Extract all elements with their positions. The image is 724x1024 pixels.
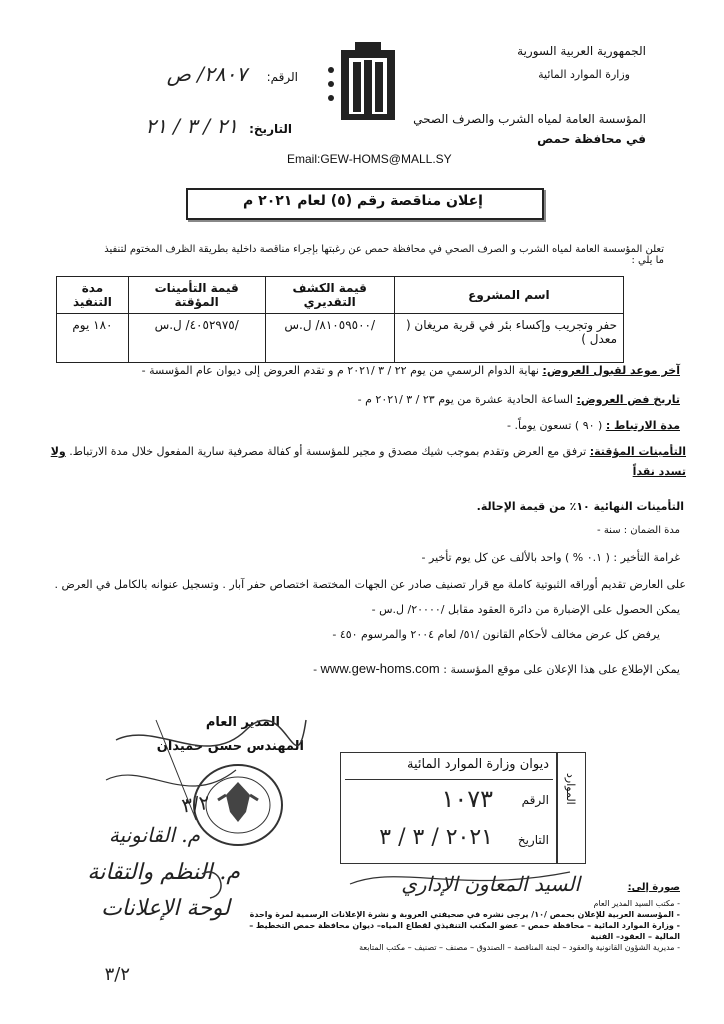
final-guarantee: التأمينات النهائية ١٠٪ من قيمة الإحالة. bbox=[476, 500, 684, 513]
table-header-estimate: قيمة الكشف التقديري bbox=[265, 277, 394, 314]
copy-line-1: مكتب السيد المدير العام bbox=[593, 899, 675, 908]
opening-label: تاريخ فض العروض: bbox=[576, 393, 680, 406]
penalty-line: غرامة التأخير : ( ٠.١ % ) واحد بالألف عن كل يوم تأخير - bbox=[421, 551, 680, 564]
warranty-text: مدة الضمان : سنة bbox=[603, 525, 680, 536]
rejection-line: يرفض كل عرض مخالف لأحكام القانون /٥١/ لعام ٢٠٠٤ والمرسوم ٤٥٠ - bbox=[332, 628, 660, 641]
list-item: - مديرية الشؤون القانونية والعقود – لجنة المناقصة – الصندوق – مصنف – تصنيف – مكتب المتابعة bbox=[359, 943, 680, 952]
stamp-number-label: الرقم bbox=[521, 793, 549, 807]
temp-guarantee-emph: ولا تسدد نقداً bbox=[50, 445, 686, 478]
temp-guarantee-text: ترفق مع العرض وتقدم بموجب شيك مصدق و مجير للمؤسسة أو كفالة مصرفية سارية المفعول خلال مدة الارتباط. bbox=[69, 445, 587, 458]
list-item: - وزارة الموارد المائية – محافظة حمص – عضو المكتب التنفيذي لقطاع المياه– ديوان محافظة حمص التخطيط – المالية – العقود– الفنية bbox=[249, 921, 680, 941]
requirements-text: على العارض تقديم أوراقه الثبوتية كاملة مع قرار تصنيف صادر عن الجهات المختصة اختصاص حفر آبار . وتسجيل عنوانه بالكامل في العرض . bbox=[54, 578, 686, 591]
website-url[interactable]: www.gew-homs.com bbox=[320, 661, 440, 676]
copy-line-4: مديرية الشؤون القانونية والعقود – لجنة المناقصة – الصندوق – مصنف – تصنيف – مكتب المتابعة bbox=[359, 943, 675, 952]
opening-text: الساعة الحادية عشرة من يوم ٢٣ / ٣ /٢٠٢١ م bbox=[365, 393, 573, 406]
stamp-title: ديوان وزارة الموارد المائية bbox=[407, 757, 549, 772]
stamp-number-value: ١٠٧٣ bbox=[441, 785, 493, 813]
country-name: الجمهورية العربية السورية bbox=[517, 44, 646, 58]
page-title: إعلان مناقصة رقم (٥) لعام ٢٠٢١ م bbox=[243, 193, 483, 209]
email-address: Email:GEW-HOMS@MALL.SY bbox=[287, 152, 452, 166]
governorate-name: في محافظة حمص bbox=[537, 132, 646, 146]
table-header-project: اسم المشروع bbox=[394, 277, 623, 314]
table-cell-project: حفر وتجريب وإكساء بئر في قرية مريغان ( معدل ) bbox=[394, 314, 623, 363]
ministry-name: وزارة الموارد المائية bbox=[538, 68, 630, 81]
intro-text: تعلن المؤسسة العامة لمياه الشرب و الصرف الصحي في محافظة حمص عن رغبتها بإجراء مناقصة داخلية بطريقة الظرف المختوم لتنفيذ ما يلي : bbox=[104, 244, 664, 266]
stamp-date-label: التاريخ bbox=[517, 833, 549, 847]
list-item: - المؤسسة العربية للإعلان بحمص /١٠/ يرجى نشره في صحيفتي العروبة و نشرة الإعلانات الرسمية لمرة واحدة bbox=[249, 910, 680, 919]
rejection-text: يرفض كل عرض مخالف لأحكام القانون /٥١/ لعام ٢٠٠٤ والمرسوم ٤٥٠ bbox=[339, 628, 660, 641]
table-cell-estimate: /٨١٠٥٩٥٠٠/ ل.س bbox=[265, 314, 394, 363]
warranty-line: مدة الضمان : سنة - bbox=[597, 525, 680, 536]
stamp-date-value: ٢٠٢١ / ٣ / ٣ bbox=[379, 825, 493, 850]
list-item: - مكتب السيد المدير العام bbox=[593, 899, 680, 908]
handwritten-initials-1: ٣/٢ bbox=[180, 789, 212, 818]
table-header-temp-guarantee: قيمة التأمينات المؤقتة bbox=[128, 277, 265, 314]
date-value-handwritten: ٢١ / ٣ / ٢١ bbox=[145, 114, 238, 138]
temp-guarantee-label: التأمينات المؤقتة: bbox=[589, 445, 686, 458]
handwritten-note-admin: السيد المعاون الإداري bbox=[401, 872, 580, 896]
website-line: يمكن الإطلاع على هذا الإعلان على موقع المؤسسة : www.gew-homs.com - bbox=[313, 661, 680, 676]
penalty-text: غرامة التأخير : ( ٠.١ % ) واحد بالألف عن كل يوم تأخير bbox=[429, 551, 680, 564]
handwritten-initials-2: ٣/٢ bbox=[104, 964, 130, 985]
booklet-text: يمكن الحصول على الإضبارة من دائرة العقود مقابل /٢٠٠٠٠/ ل.س bbox=[379, 603, 680, 616]
table-cell-temp-guarantee: /٤٠٥٢٩٧٥/ ل.س bbox=[128, 314, 265, 363]
deadline-text: نهاية الدوام الرسمي من يوم ٢٢ / ٣ /٢٠٢١ م و تقدم العروض إلى ديوان عام المؤسسة bbox=[149, 364, 539, 377]
deadline-label: آخر موعد لقبول العروض: bbox=[542, 364, 680, 377]
date-label: التاريخ: bbox=[249, 122, 292, 136]
handwritten-note-systems: م. النظم والتقانة bbox=[87, 860, 240, 885]
opening-line: تاريخ فض العروض: الساعة الحادية عشرة من يوم ٢٣ / ٣ /٢٠٢١ م - bbox=[357, 393, 680, 406]
registry-stamp bbox=[340, 752, 558, 864]
validity-line: مدة الارتباط : ( ٩٠ ) تسعون يوماً. - bbox=[506, 419, 680, 432]
copy-line-2: المؤسسة العربية للإعلان بحمص /١٠/ يرجى نشره في صحيفتي العروبة و نشرة الإعلانات الرسمية لمرة واحدة bbox=[249, 910, 674, 919]
table-header-row bbox=[57, 277, 624, 314]
stamp-side-label: الموارد bbox=[564, 773, 577, 805]
temp-guarantee-line bbox=[40, 442, 686, 482]
number-value-handwritten: ٢٨٠٧/ ص bbox=[166, 62, 247, 86]
booklet-line: يمكن الحصول على الإضبارة من دائرة العقود مقابل /٢٠٠٠٠/ ل.س - bbox=[371, 603, 680, 616]
copies-list bbox=[230, 898, 680, 953]
signature-name: المهندس حسن حميدان bbox=[156, 739, 304, 754]
handwritten-strokes bbox=[200, 854, 580, 904]
signature-role: المدير العام bbox=[205, 715, 280, 730]
institution-name: المؤسسة العامة لمياه الشرب والصرف الصحي bbox=[413, 112, 646, 126]
table-row bbox=[57, 314, 624, 363]
number-label: الرقم: bbox=[266, 70, 298, 84]
copies-label: صورة إلى: bbox=[627, 882, 680, 893]
handwritten-note-board: لوحة الإعلانات bbox=[101, 896, 230, 921]
handwritten-note-legal: م. القانونية bbox=[108, 823, 200, 847]
validity-text: ( ٩٠ ) تسعون يوماً. bbox=[514, 419, 603, 432]
stamp-side-box bbox=[556, 752, 586, 864]
website-text: يمكن الإطلاع على هذا الإعلان على موقع المؤسسة : bbox=[443, 663, 680, 676]
deadline-line: آخر موعد لقبول العروض: نهاية الدوام الرسمي من يوم ٢٢ / ٣ /٢٠٢١ م و تقدم العروض إلى ديوان عام المؤسسة - bbox=[141, 364, 680, 377]
validity-label: مدة الارتباط : bbox=[605, 419, 680, 432]
institution-logo bbox=[323, 40, 413, 124]
table-header-duration: مدة التنفيذ bbox=[57, 277, 129, 314]
table-cell-duration: ١٨٠ يوم bbox=[57, 314, 129, 363]
copy-line-3: وزارة الموارد المائية – محافظة حمص – عضو المكتب التنفيذي لقطاع المياه– ديوان محافظة حمص التخطيط – المالية – العقود– الفنية bbox=[249, 921, 680, 941]
tender-table bbox=[56, 276, 624, 363]
